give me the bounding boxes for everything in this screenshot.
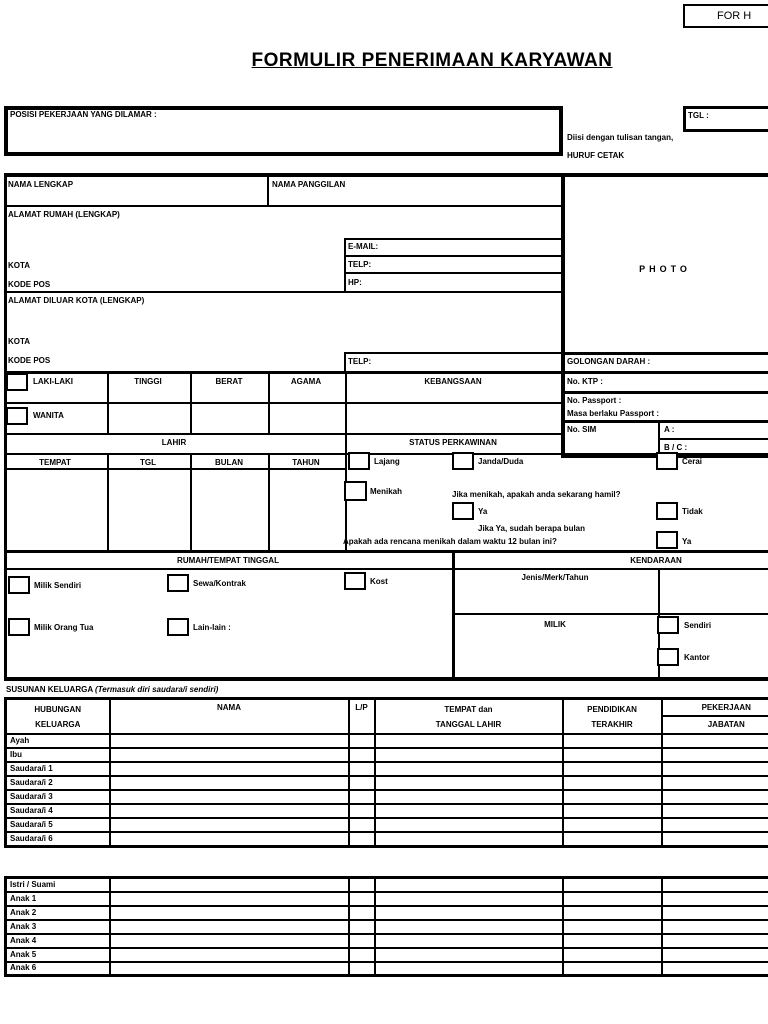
table-row: [6, 776, 768, 790]
row-label: Anak 6: [6, 962, 110, 976]
row-cell[interactable]: [662, 804, 768, 818]
divider: [4, 173, 768, 177]
page-title: FORMULIR PENERIMAAN KARYAWAN: [251, 50, 613, 71]
wanita-label: WANITA: [33, 411, 64, 420]
divider: [4, 371, 563, 374]
row-cell[interactable]: [662, 790, 768, 804]
row-cell[interactable]: [563, 776, 662, 790]
lajang-label: Lajang: [374, 457, 400, 466]
alamat-diluar-label: ALAMAT DILUAR KOTA (LENGKAP): [8, 296, 145, 305]
table-row: [6, 878, 768, 892]
row-cell[interactable]: [662, 832, 768, 846]
row-label: Saudara/i 2: [6, 776, 110, 790]
family-table-2: [4, 876, 768, 977]
row-cell[interactable]: [110, 762, 349, 776]
checkbox-sewa-kontrak[interactable]: [167, 574, 189, 592]
row-cell[interactable]: [110, 948, 349, 962]
note-handwriting: Diisi dengan tulisan tangan,: [567, 133, 674, 142]
row-cell[interactable]: [563, 962, 662, 976]
sim-bc-label: B / C :: [664, 443, 688, 452]
susunan-keluarga-title: [6, 685, 218, 695]
question-berapa-bulan: Jika Ya, sudah berapa bulan: [478, 524, 586, 533]
row-cell[interactable]: [563, 892, 662, 906]
row-cell[interactable]: [110, 892, 349, 906]
divider: [190, 455, 192, 550]
row-cell[interactable]: [563, 762, 662, 776]
kendaraan-sendiri-label: Sendiri: [684, 621, 712, 630]
divider: [268, 455, 270, 550]
row-label: Anak 1: [6, 892, 110, 906]
for-hrd-box: FOR H: [683, 4, 768, 28]
row-cell[interactable]: [110, 906, 349, 920]
row-cell[interactable]: [110, 734, 349, 748]
table-row: [6, 762, 768, 776]
status-perkawinan-label: STATUS PERKAWINAN: [409, 438, 497, 447]
checkbox-menikah[interactable]: [344, 481, 367, 501]
kebangsaan-label: KEBANGSAAN: [424, 377, 482, 386]
photo-placeholder: PHOTO: [639, 264, 691, 274]
row-cell[interactable]: [375, 776, 563, 790]
nama-lengkap-label: NAMA LENGKAP: [8, 180, 74, 189]
row-cell[interactable]: [375, 934, 563, 948]
row-cell[interactable]: [110, 818, 349, 832]
hp-label: HP:: [348, 278, 362, 287]
divider: [4, 205, 563, 207]
kode-pos2-label: KODE POS: [8, 356, 51, 365]
table-row: [6, 920, 768, 934]
table-row: [6, 734, 768, 748]
table-row: [6, 818, 768, 832]
row-cell[interactable]: [110, 748, 349, 762]
row-label: Anak 3: [6, 920, 110, 934]
col-tempat-tanggal: TEMPAT dan TANGGAL LAHIR: [375, 699, 563, 735]
row-label: Anak 5: [6, 948, 110, 962]
question-rencana-menikah: Apakah ada rencana menikah dalam waktu 12 bulan ini?: [343, 537, 557, 546]
row-cell[interactable]: [110, 776, 349, 790]
row-cell[interactable]: [349, 892, 375, 906]
row-cell[interactable]: [662, 734, 768, 748]
row-cell[interactable]: [375, 762, 563, 776]
divider: [660, 438, 768, 440]
row-cell[interactable]: [349, 906, 375, 920]
row-cell[interactable]: [349, 920, 375, 934]
family-table-1: [4, 697, 768, 848]
table-row: [6, 962, 768, 976]
tgl-label: TGL :: [688, 111, 709, 120]
checkbox-kendaraan-sendiri[interactable]: [657, 616, 679, 634]
divider: [4, 433, 563, 435]
table-row: [6, 934, 768, 948]
row-cell[interactable]: [662, 906, 768, 920]
divider: [561, 420, 768, 423]
agama-label: AGAMA: [290, 377, 322, 386]
nama-panggilan-label: NAMA PANGGILAN: [272, 180, 346, 189]
telp2-input-box[interactable]: [344, 352, 563, 373]
checkbox-janda-duda[interactable]: [452, 452, 474, 470]
checkbox-wanita[interactable]: [6, 407, 28, 425]
col-hubungan: HUBUNGAN KELUARGA: [6, 699, 110, 735]
milik-label: MILIK: [544, 620, 566, 629]
row-label: Saudara/i 4: [6, 804, 110, 818]
row-cell[interactable]: [563, 906, 662, 920]
divider: [107, 455, 109, 550]
laki-laki-label: LAKI-LAKI: [33, 377, 73, 386]
kost-label: Kost: [370, 577, 388, 586]
kendaraan-header: KENDARAAN: [630, 556, 682, 565]
menikah-label: Menikah: [370, 487, 403, 496]
row-cell[interactable]: [563, 748, 662, 762]
col-nama: NAMA: [110, 699, 349, 735]
row-cell[interactable]: [375, 948, 563, 962]
divider: [452, 613, 768, 615]
row-cell[interactable]: [349, 934, 375, 948]
row-cell[interactable]: [349, 832, 375, 846]
bulan-label: BULAN: [215, 458, 243, 467]
row-label: Saudara/i 6: [6, 832, 110, 846]
row-cell[interactable]: [662, 818, 768, 832]
divider: [4, 550, 768, 553]
row-cell[interactable]: [110, 832, 349, 846]
row-cell[interactable]: [110, 790, 349, 804]
row-cell[interactable]: [563, 734, 662, 748]
golongan-darah-label: GOLONGAN DARAH :: [567, 357, 651, 366]
masa-passport-label: Masa berlaku Passport :: [567, 409, 660, 418]
milik-sendiri-label: Milik Sendiri: [34, 581, 82, 590]
checkbox-cerai[interactable]: [656, 452, 678, 470]
row-cell[interactable]: [662, 878, 768, 892]
kode-pos1-label: KODE POS: [8, 280, 51, 289]
row-label: Anak 4: [6, 934, 110, 948]
no-ktp-label: No. KTP :: [567, 377, 603, 386]
checkbox-laki-laki[interactable]: [6, 373, 28, 391]
divider: [4, 173, 7, 681]
sewa-kontrak-label: Sewa/Kontrak: [193, 579, 246, 588]
row-cell[interactable]: [349, 878, 375, 892]
row-cell[interactable]: [375, 748, 563, 762]
divider: [4, 468, 345, 470]
divider: [4, 402, 563, 404]
divider: [452, 552, 455, 680]
sim-a-label: A :: [664, 425, 675, 434]
row-cell[interactable]: [662, 748, 768, 762]
row-cell[interactable]: [375, 818, 563, 832]
row-cell[interactable]: [349, 962, 375, 976]
checkbox-kost[interactable]: [344, 572, 366, 590]
row-cell[interactable]: [563, 920, 662, 934]
divider: [4, 677, 768, 681]
divider: [4, 568, 768, 570]
row-cell[interactable]: [375, 878, 563, 892]
row-cell[interactable]: [563, 878, 662, 892]
row-label: Saudara/i 1: [6, 762, 110, 776]
row-cell[interactable]: [563, 790, 662, 804]
row-cell[interactable]: [349, 762, 375, 776]
col-pekerjaan: PEKERJAAN JABATAN: [662, 699, 768, 735]
row-label: Ayah: [6, 734, 110, 748]
cerai-label: Cerai: [682, 457, 703, 466]
row-label: Istri / Suami: [6, 878, 110, 892]
row-cell[interactable]: [349, 748, 375, 762]
row-label: Saudara/i 3: [6, 790, 110, 804]
hamil-tidak-label: Tidak: [682, 507, 703, 516]
checkbox-lajang[interactable]: [348, 452, 370, 470]
divider: [345, 374, 347, 552]
checkbox-hamil-ya[interactable]: [452, 502, 474, 520]
telp2-label: TELP:: [348, 357, 372, 366]
rumah-header: RUMAH/TEMPAT TINGGAL: [177, 556, 279, 565]
rencana-ya-label: Ya: [682, 537, 692, 546]
checkbox-kendaraan-kantor[interactable]: [657, 648, 679, 666]
divider: [268, 374, 270, 433]
table-row: [6, 804, 768, 818]
row-cell[interactable]: [110, 804, 349, 818]
divider: [190, 374, 192, 433]
row-label: Ibu: [6, 748, 110, 762]
row-cell[interactable]: [110, 934, 349, 948]
row-cell[interactable]: [662, 776, 768, 790]
table-row: [6, 948, 768, 962]
jenis-merk-tahun-label: Jenis/Merk/Tahun: [521, 573, 589, 582]
divider: [4, 453, 768, 455]
janda-duda-label: Janda/Duda: [478, 457, 524, 466]
row-cell[interactable]: [662, 948, 768, 962]
susunan-title-main: SUSUNAN KELUARGA: [6, 685, 96, 694]
tahun-label: TAHUN: [292, 458, 320, 467]
row-cell[interactable]: [375, 906, 563, 920]
row-cell[interactable]: [110, 878, 349, 892]
tgl-lahir-label: TGL: [140, 458, 156, 467]
row-cell[interactable]: [375, 832, 563, 846]
row-cell[interactable]: [662, 920, 768, 934]
question-hamil: Jika menikah, apakah anda sekarang hamil?: [452, 490, 621, 499]
email-label: E-MAIL:: [348, 242, 379, 251]
row-cell[interactable]: [563, 804, 662, 818]
divider: [561, 352, 768, 355]
col-jabatan: JABATAN: [663, 715, 768, 733]
tempat-label: TEMPAT: [39, 458, 71, 467]
row-cell[interactable]: [375, 790, 563, 804]
divider: [561, 391, 768, 394]
col-pendidikan: PENDIDIKAN TERAKHIR: [563, 699, 662, 735]
row-cell[interactable]: [349, 734, 375, 748]
divider: [561, 371, 768, 374]
alamat-rumah-label: ALAMAT RUMAH (LENGKAP): [8, 210, 120, 219]
row-cell[interactable]: [110, 920, 349, 934]
checkbox-hamil-tidak[interactable]: [656, 502, 678, 520]
row-cell[interactable]: [662, 934, 768, 948]
hp-input-box[interactable]: [344, 272, 563, 293]
row-label: Anak 2: [6, 906, 110, 920]
milik-orang-tua-label: Milik Orang Tua: [34, 623, 94, 632]
divider: [107, 374, 109, 433]
checkbox-lain-lain[interactable]: [167, 618, 189, 636]
kendaraan-kantor-label: Kantor: [684, 653, 710, 662]
row-label: Saudara/i 5: [6, 818, 110, 832]
table-row: [6, 906, 768, 920]
row-cell[interactable]: [110, 962, 349, 976]
col-lp: L/P: [349, 699, 375, 735]
row-cell[interactable]: [375, 962, 563, 976]
kota2-label: KOTA: [8, 337, 31, 346]
row-cell[interactable]: [375, 734, 563, 748]
berat-label: BERAT: [215, 377, 243, 386]
table-row: [6, 748, 768, 762]
row-cell[interactable]: [662, 962, 768, 976]
row-cell[interactable]: [349, 790, 375, 804]
telp-label: TELP:: [348, 260, 372, 269]
row-cell[interactable]: [662, 892, 768, 906]
lahir-label: LAHIR: [161, 438, 187, 447]
table-row: [6, 790, 768, 804]
lain-lain-label: Lain-lain :: [193, 623, 231, 632]
tinggi-label: TINGGI: [134, 377, 162, 386]
row-cell[interactable]: [563, 948, 662, 962]
divider: [561, 173, 565, 457]
row-cell[interactable]: [349, 804, 375, 818]
table-row: [6, 832, 768, 846]
checkbox-rencana-ya[interactable]: [656, 531, 678, 549]
row-cell[interactable]: [662, 762, 768, 776]
hamil-ya-label: Ya: [478, 507, 488, 516]
row-cell[interactable]: [375, 920, 563, 934]
row-cell[interactable]: [349, 948, 375, 962]
posisi-label: POSISI PEKERJAAN YANG DILAMAR :: [10, 110, 157, 119]
no-passport-label: No. Passport :: [567, 396, 622, 405]
no-sim-label: No. SIM: [567, 425, 597, 434]
row-cell[interactable]: [563, 934, 662, 948]
table-row: [6, 892, 768, 906]
row-cell[interactable]: [349, 776, 375, 790]
checkbox-milik-sendiri[interactable]: [8, 576, 30, 594]
kota1-label: KOTA: [8, 261, 31, 270]
row-cell[interactable]: [375, 892, 563, 906]
divider: [267, 177, 269, 205]
row-cell[interactable]: [349, 818, 375, 832]
row-cell[interactable]: [563, 832, 662, 846]
checkbox-milik-orang-tua[interactable]: [8, 618, 30, 636]
row-cell[interactable]: [375, 804, 563, 818]
note-capital: HURUF CETAK: [567, 151, 625, 160]
susunan-title-note: (Termasuk diri saudara/i sendiri): [95, 685, 219, 694]
row-cell[interactable]: [563, 818, 662, 832]
